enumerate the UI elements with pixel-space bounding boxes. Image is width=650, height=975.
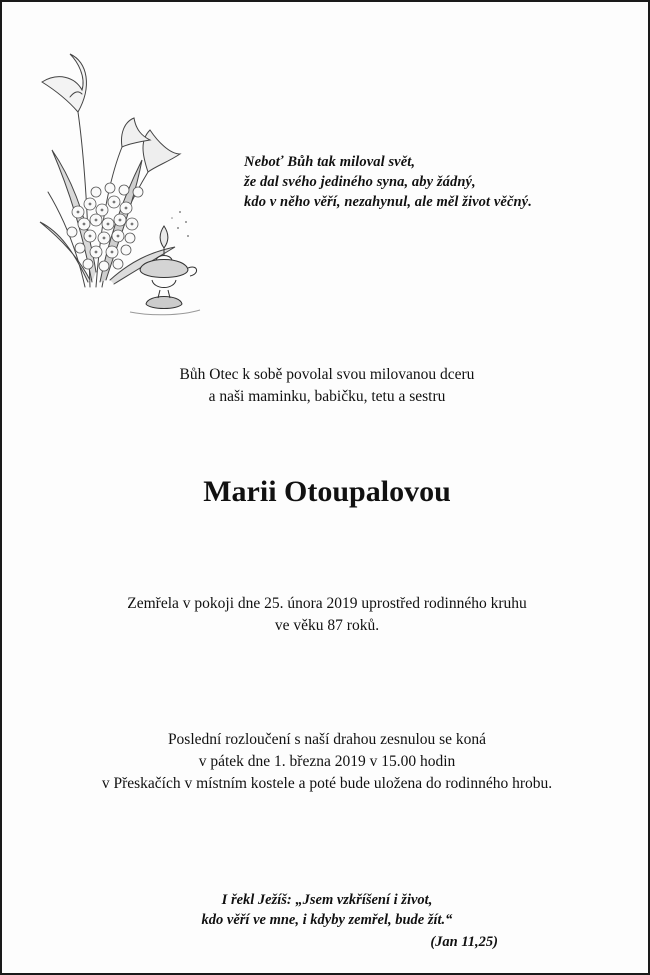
announcement-intro bbox=[2, 364, 650, 408]
death-notice bbox=[2, 593, 650, 637]
deceased-name: Marii Otoupalovou bbox=[203, 475, 451, 508]
quote-line: I řekl Ježíš: „Jsem vzkříšení i život, bbox=[221, 892, 433, 908]
quote-reference: (Jan 11,25) bbox=[430, 934, 498, 950]
death-line: ve věku 87 roků. bbox=[274, 617, 380, 634]
death-line: Zemřela v pokoji dne 25. února 2019 uprostřed rodinného kruhu bbox=[127, 595, 527, 612]
quote-line: kdo věří ve mne, i kdyby zemřel, bude žít.“ bbox=[201, 912, 453, 928]
verse-line: Neboť Bůh tak miloval svět, bbox=[244, 154, 416, 170]
funeral-details bbox=[2, 729, 650, 795]
funeral-line: Poslední rozloučení s naší drahou zesnulou se koná bbox=[167, 731, 487, 748]
opening-verse bbox=[244, 152, 624, 212]
verse-line: kdo v něho věří, nezahynul, ale měl život věčný. bbox=[244, 194, 532, 210]
funeral-line: v Přeskačích v místním kostele a poté bude uložena do rodinného hrobu. bbox=[101, 775, 553, 792]
funeral-line: v pátek dne 1. března 2019 v 15.00 hodin bbox=[198, 753, 456, 770]
closing-quote bbox=[2, 890, 650, 930]
intro-line: Bůh Otec k sobě povolal svou milovanou dceru bbox=[179, 366, 475, 383]
flowers-and-oil-lamp-icon bbox=[30, 42, 210, 322]
verse-line: že dal svého jediného syna, aby žádný, bbox=[244, 174, 476, 190]
intro-line: a naši maminku, babičku, tetu a sestru bbox=[208, 388, 446, 405]
